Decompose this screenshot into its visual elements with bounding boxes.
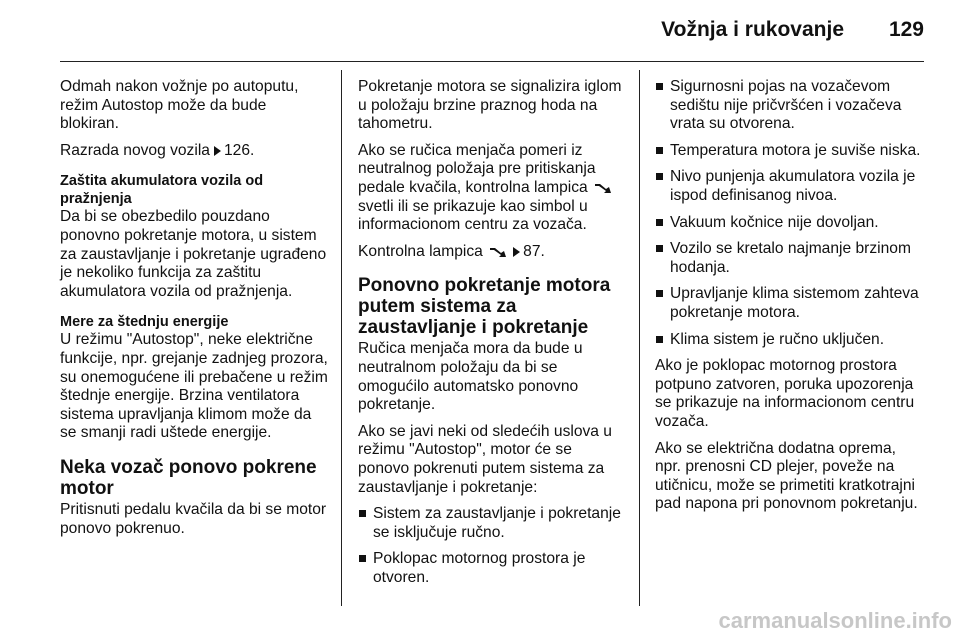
bullet-icon [656,290,663,297]
paragraph [60,142,328,161]
list-item: Upravljanje klima sistemom zahteva pokretanje motora. [655,285,925,322]
paragraph: Odmah nakon vožnje po autoputu, režim Autostop može da bude blokiran. [60,78,299,133]
bullet-icon [656,147,663,154]
list-item: Sistem za zaustavljanje i pokretanje se isključuje ručno. [358,505,626,542]
paragraph [358,142,626,235]
shift-indicator-lamp-icon [489,246,507,258]
paragraph-text: svetli ili se prikazuje kao simbol u informacionom centru za vozača. [358,197,588,234]
list-item: Vakuum kočnice nije dovoljan. [655,214,925,233]
list-item: Nivo punjenja akumulatora vozila je ispod definisanog nivoa. [655,168,925,205]
bullet-icon [656,245,663,252]
page-reference-icon [214,146,221,156]
paragraph: Pokretanje motora se signalizira iglom u položaju brzine praznog hoda na tahometru. [358,78,622,133]
page-reference-icon [513,247,520,257]
bullet-icon [359,510,366,517]
bullet-icon [656,83,663,90]
watermark: carmanualsonline.info [718,608,952,633]
paragraph: Da bi se obezbedilo pouzdano ponovno pokretanje motora, u sistem za zaustavljanje i pokretanje ugrađeno je nekoliko funkcija za zaštitu akumulatora vozila od pražnjenja. [60,208,327,300]
column-divider-2 [639,70,640,606]
column-2 [358,78,626,595]
paragraph: Ako je poklopac motornog prostora potpuno zatvoren, poruka upozorenja se prikazuje na informacionom centru vozača. [655,357,915,430]
column-1 [60,78,328,546]
page-reference: 87. [523,242,545,260]
paragraph-text: Razrada novog vozila [60,141,210,159]
list-item: Temperatura motora je suviše niska. [655,142,925,161]
paragraph: Ako se javi neki od sledećih uslova u režimu "Autostop", motor će se ponovo pokrenuti putem sistema za zaustavljanje i pokretanje: [358,422,612,496]
paragraph-text: Ako se ručica menjača pomeri iz neutralnog položaja pre pritiskanja pedale kvačila, kontrolna lampica [358,141,596,196]
page-header [60,0,924,62]
bullet-icon [656,219,663,226]
bullet-icon [359,555,366,562]
paragraph-text: Kontrolna lampica [358,242,483,260]
paragraph [358,243,626,262]
section-heading: Ponovno pokretanje motora putem sistema za zaustavljanje i pokretanje [358,275,611,339]
chapter-title: Vožnja i rukovanje [661,18,844,41]
column-3 [655,78,925,522]
list-item: Klima sistem je ručno uključen. [655,331,925,350]
header-divider [60,61,924,62]
column-divider-1 [341,70,342,606]
paragraph: U režimu "Autostop", neke električne funkcije, npr. grejanje zadnjeg prozora, su onemogućene ili prebačene u režim štednje energije. Brzina ventilatora sistema upravljanja klimom može da se smanji radi uštede energije. [60,331,328,442]
bullet-icon [656,336,663,343]
section-heading: Neka vozač ponovo pokrene motor [60,456,317,499]
paragraph: Ručica menjača mora da bude u neutralnom položaju da bi se omogućilo automatsko ponovno pokretanje. [358,340,583,414]
bullet-icon [656,173,663,180]
section-heading: Zaštita akumulatora vozila od pražnjenja [60,173,264,208]
list-item: Poklopac motornog prostora je otvoren. [358,550,626,587]
section-heading: Mere za štednju energije [60,314,229,331]
paragraph: Pritisnuti pedalu kvačila da bi se motor ponovo pokrenuo. [60,500,327,537]
shift-indicator-lamp-icon [594,182,612,194]
list-item: Vozilo se kretalo najmanje brzinom hodanja. [655,240,925,277]
paragraph: Ako se električna dodatna oprema, npr. prenosni CD plejer, poveže na utičnicu, može se primetiti kratkotrajni pad napona pri ponovnom pokretanju. [655,439,918,513]
page-reference: 126. [223,141,255,159]
page-number: 129 [888,18,924,41]
list-item: Sigurnosni pojas na vozačevom sedištu nije pričvršćen i vozačeva vrata su otvorena. [655,78,925,134]
